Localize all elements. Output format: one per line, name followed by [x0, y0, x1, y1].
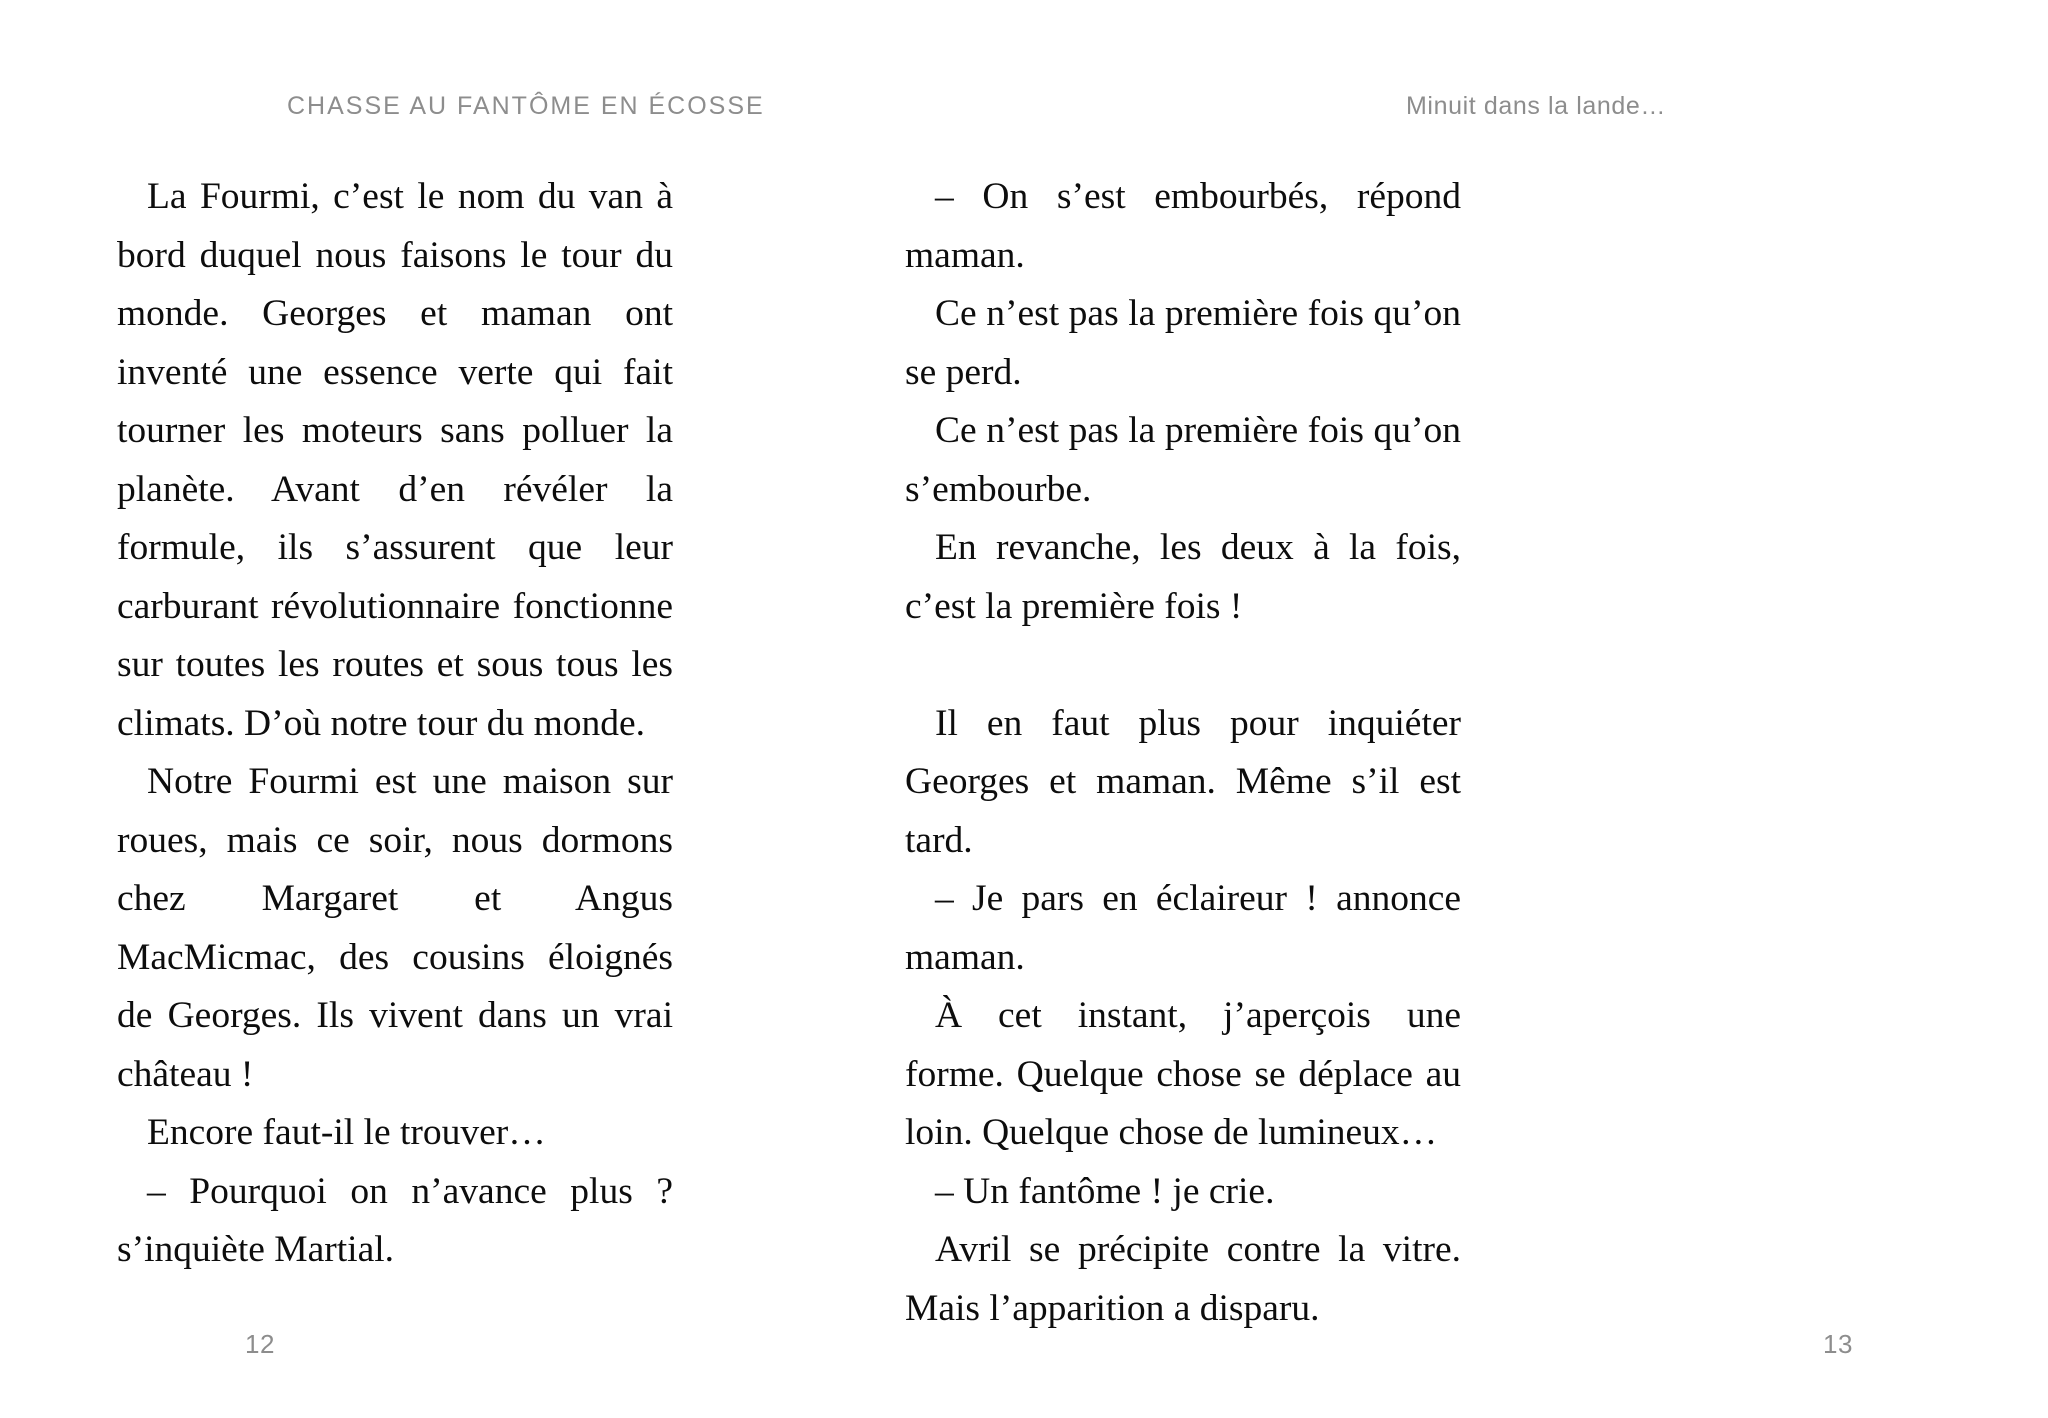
- paragraph: À cet instant, j’aperçois une forme. Quelque chose se déplace au loin. Quelque chose de lumineux…: [905, 995, 1461, 1153]
- paragraph: La Fourmi, c’est le nom du van à bord duquel nous faisons le tour du monde. Georges et maman ont inventé une essence verte qui fait tourner les moteurs sans polluer la planète. Avant d’en révéler la formule, ils s’assurent que leur carburant révolutionnaire fonctionne sur toutes les routes et sous tous les climats. D’où notre tour du monde.: [117, 176, 673, 744]
- paragraph: Il en faut plus pour inquiéter Georges et maman. Même s’il est tard.: [905, 702, 1461, 861]
- page-number-left: 12: [245, 1329, 275, 1359]
- running-head-right: Minuit dans la lande…: [1406, 92, 1666, 120]
- body-text-right: [905, 168, 1461, 1338]
- page-right: [905, 0, 2048, 1418]
- running-head-left: CHASSE AU FANTÔME EN ÉCOSSE: [287, 92, 765, 120]
- paragraph: – Je pars en éclaireur ! annonce maman.: [905, 878, 1461, 978]
- paragraph: Notre Fourmi est une maison sur roues, mais ce soir, nous dormons chez Margaret et Angus MacMicmac, des cousins éloignés de Georges. Ils vivent dans un vrai château !: [117, 761, 673, 1095]
- paragraph: Avril se précipite contre la vitre. Mais l’apparition a disparu.: [905, 1229, 1461, 1329]
- page-number-right: 13: [1823, 1329, 1853, 1359]
- paragraph: En revanche, les deux à la fois, c’est la première fois !: [905, 527, 1461, 627]
- paragraph: Encore faut-il le trouver…: [147, 1112, 546, 1153]
- paragraph: – Pourquoi on n’avance plus ? s’inquiète Martial.: [117, 1170, 673, 1270]
- paragraph: – Un fantôme ! je crie.: [935, 1170, 1275, 1212]
- paragraph: Ce n’est pas la première fois qu’on se perd.: [905, 293, 1461, 393]
- body-text-left: [117, 168, 673, 1280]
- paragraph: Ce n’est pas la première fois qu’on s’embourbe.: [905, 410, 1461, 510]
- paragraph: – On s’est embourbés, répond maman.: [905, 176, 1461, 276]
- paragraph-break: [905, 636, 1461, 695]
